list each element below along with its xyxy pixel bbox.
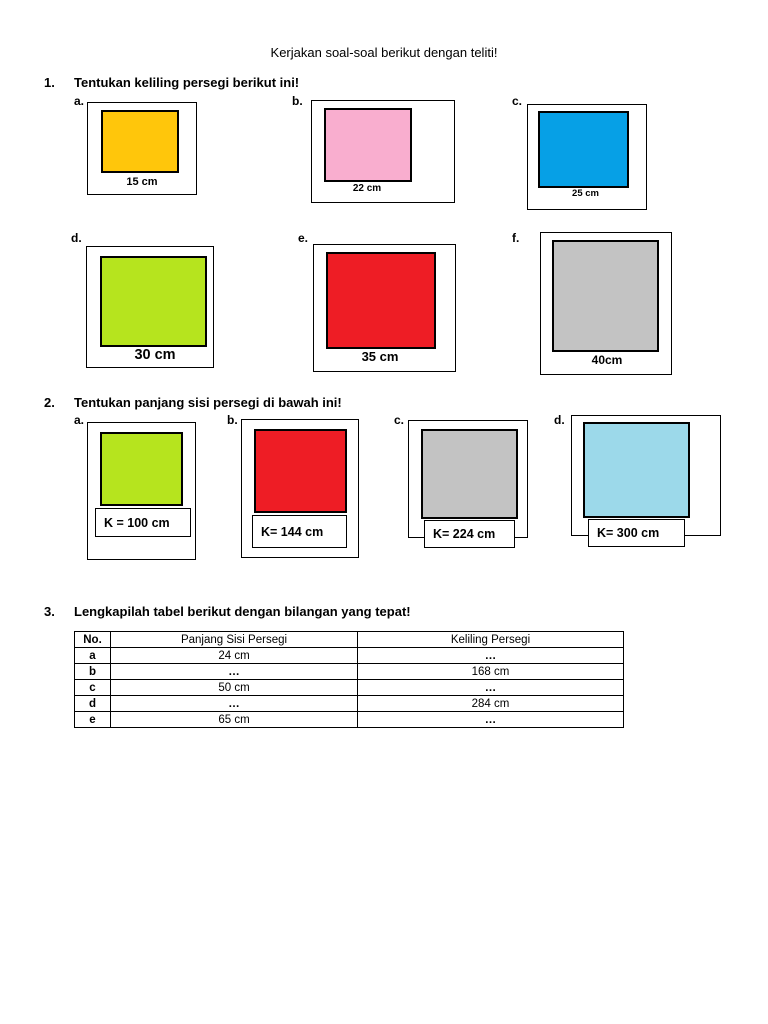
q2-square-c [421,429,518,519]
q1-card-d [86,246,214,368]
q1-label-b: b. [292,94,303,108]
row-label: d [75,696,111,712]
q1-size-a: 15 cm [126,176,158,188]
perimeter-cell: … [358,712,624,728]
q1-square-c [538,111,629,188]
q2-perimeter-a: K = 100 cm [95,508,191,537]
header-side: Panjang Sisi Persegi [111,632,358,648]
perimeter-cell: 284 cm [358,696,624,712]
q2-label-c: c. [394,413,405,427]
q3-number: 3. [44,604,55,619]
q1-label-d: d. [71,231,82,245]
q1-label-f: f. [512,231,520,245]
q1-square-a [101,110,179,173]
q2-perimeter-b: K= 144 cm [252,515,347,548]
q1-label-c: c. [512,94,523,108]
side-cell: … [111,696,358,712]
q1-card-e [313,244,456,372]
q1-size-b: 22 cm [352,183,382,194]
q2-square-a [100,432,183,506]
q1-size-f: 40cm [591,353,623,367]
row-label: a [75,648,111,664]
q2-square-d [583,422,690,518]
q2-perimeter-c: K= 224 cm [424,520,515,548]
q1-number: 1. [44,75,55,90]
q3-text: Lengkapilah tabel berikut dengan bilangan yang tepat! [74,604,411,619]
q1-card-c [527,104,647,210]
row-label: e [75,712,111,728]
table-row [75,680,624,696]
table-row [75,648,624,664]
answer-table [74,631,624,728]
q2-perimeter-d: K= 300 cm [588,519,685,547]
header-perimeter: Keliling Persegi [358,632,624,648]
perimeter-cell: 168 cm [358,664,624,680]
side-cell: 50 cm [111,680,358,696]
q1-size-e: 35 cm [361,349,399,364]
q2-square-b [254,429,347,513]
q2-label-b: b. [227,413,238,427]
q1-square-f [552,240,659,352]
row-label: b [75,664,111,680]
q1-label-e: e. [298,231,309,245]
q1-square-b [324,108,412,182]
table-row [75,712,624,728]
q2-label-d: d. [554,413,565,427]
q1-card-a [87,102,197,195]
q2-label-a: a. [74,413,85,427]
page-title: Kerjakan soal-soal berikut dengan teliti! [270,45,498,60]
perimeter-cell: … [358,648,624,664]
q1-square-e [326,252,436,349]
q2-card-d [571,415,721,536]
q1-square-d [100,256,207,347]
q1-card-b [311,100,455,203]
q2-text: Tentukan panjang sisi persegi di bawah ini! [74,395,342,410]
table-row [75,696,624,712]
row-label: c [75,680,111,696]
q2-number: 2. [44,395,55,410]
table-header-row [75,632,624,648]
q1-size-c: 25 cm [572,188,599,199]
q1-label-a: a. [74,94,85,108]
perimeter-cell: … [358,680,624,696]
q2-card-a [87,422,196,560]
header-no: No. [75,632,111,648]
q1-card-f [540,232,672,375]
side-cell: 65 cm [111,712,358,728]
side-cell: 24 cm [111,648,358,664]
side-cell: … [111,664,358,680]
q1-size-d: 30 cm [134,347,176,363]
table-row [75,664,624,680]
q1-text: Tentukan keliling persegi berikut ini! [74,75,300,90]
